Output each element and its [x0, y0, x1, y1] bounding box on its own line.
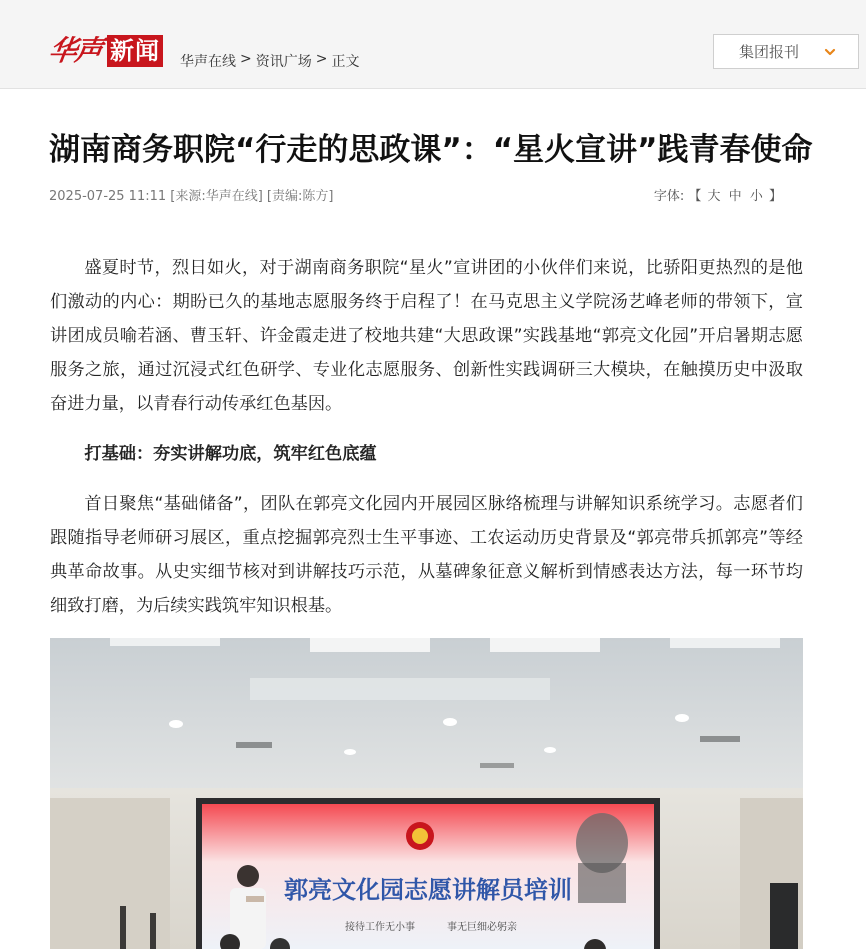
article-meta: 2025-07-25 11:11 [来源:华声在线] [责编:陈方] [49, 189, 334, 204]
article-paragraph: 首日聚焦“基础储备”，团队在郭亮文化园内开展园区脉络梳理与讲解知识系统学习。志愿者们跟随指导老师研习展区，重点挖掘郭亮烈士生平事迹、工农运动历史背景及“郭亮带兵抓郭亮”等经典革命故事。从史实细节核对到讲解技巧示范，从墓碑象征意义解析到情感表达方法，每一环节均细致打磨，为后续实践筑牢知识根基。 [50, 494, 803, 616]
breadcrumb-separator: > [315, 51, 328, 67]
screen-subtitle-right: 事无巨细必躬亲 [447, 922, 517, 933]
logo-box-text: 新闻 [107, 35, 163, 67]
font-bracket-open: 【 [688, 189, 702, 204]
font-size-medium[interactable]: 中 [728, 189, 742, 204]
breadcrumb-home[interactable]: 华声在线 [180, 54, 236, 70]
article-subheading: 打基础：夯实讲解功底，筑牢红色底蕴 [84, 444, 377, 464]
font-size-large[interactable]: 大 [707, 189, 721, 204]
breadcrumb-section[interactable]: 资讯广场 [255, 54, 312, 70]
article-paragraph: 盛夏时节，烈日如火，对于湖南商务职院“星火”宣讲团的小伙伴们来说，比骄阳更热烈的是他们激动的内心：期盼已久的基地志愿服务终于启程了！在马克思主义学院汤艺峰老师的带领下，宣讲团成员喻若涵、曹玉轩、许金霞走进了校地共建“大思政课”实践基地“郭亮文化园”开启暑期志愿服务之旅，通过沉浸式红色研学、专业化志愿服务、创新性实践调研三大模块，在触摸历史中汲取奋进力量，以青春行动传承红色基因。 [50, 258, 803, 414]
training-room-photo [50, 638, 803, 949]
article-title: 湖南商务职院“行走的思政课”：“星火宣讲”践青春使命 [49, 132, 813, 168]
font-size-label: 字体: [653, 189, 685, 204]
breadcrumb-current[interactable]: 正文 [331, 54, 360, 70]
dropdown-label: 集团报刊 [739, 43, 800, 61]
logo-script-text: 华声 [46, 34, 104, 67]
chevron-down-icon [824, 46, 836, 58]
site-logo[interactable] [46, 33, 163, 69]
breadcrumb [180, 51, 359, 71]
site-header [0, 0, 866, 89]
font-size-small[interactable]: 小 [749, 189, 763, 204]
group-newspapers-dropdown[interactable] [713, 34, 859, 69]
font-bracket-close: 】 [768, 189, 782, 204]
screen-subtitle-left: 接待工作无小事 [345, 922, 415, 933]
article-photo [50, 638, 803, 949]
breadcrumb-separator: > [240, 51, 252, 67]
screen-title: 郭亮文化园志愿讲解员培训 [284, 876, 572, 904]
article-body [50, 251, 803, 639]
font-size-control [654, 185, 782, 204]
